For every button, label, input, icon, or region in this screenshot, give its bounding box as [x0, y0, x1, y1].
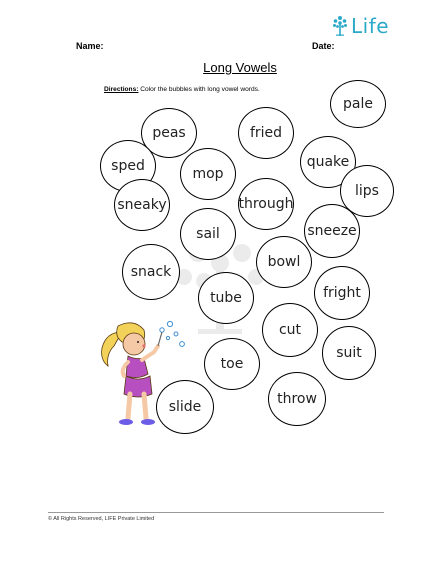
tree-icon: [332, 15, 348, 37]
bubble-slide[interactable]: slide: [156, 380, 214, 434]
date-label: Date:: [312, 41, 335, 51]
bubble-through[interactable]: through: [238, 178, 294, 230]
bubble-mop[interactable]: mop: [180, 148, 236, 200]
bubble-throw[interactable]: throw: [268, 372, 326, 426]
bubble-tube[interactable]: tube: [198, 272, 254, 324]
girl-blowing-bubbles-illustration: [92, 314, 188, 434]
directions-label: Directions:: [104, 86, 139, 93]
bubble-bowl[interactable]: bowl: [256, 236, 312, 288]
bubble-pale[interactable]: pale: [330, 80, 386, 128]
worksheet-title: Long Vowels: [203, 60, 277, 75]
bubble-lips[interactable]: lips: [340, 165, 394, 217]
logo-text: Life: [351, 14, 390, 38]
life-logo: [332, 14, 389, 38]
bubble-snack[interactable]: snack: [122, 244, 180, 300]
directions-text: Color the bubbles with long vowel words.: [138, 86, 260, 93]
directions: [104, 86, 260, 93]
bubble-sail[interactable]: sail: [180, 208, 236, 260]
bubble-fried[interactable]: fried: [238, 107, 294, 159]
bubble-sneeze[interactable]: sneeze: [304, 204, 360, 258]
bubble-toe[interactable]: toe: [204, 338, 260, 390]
bubble-sneaky[interactable]: sneaky: [114, 179, 170, 231]
copyright-footer: © All Rights Reserved, LIFE Private Limited: [48, 516, 155, 522]
bubble-sped[interactable]: sped: [100, 140, 156, 192]
bubble-quake[interactable]: quake: [300, 136, 356, 188]
name-label: Name:: [76, 41, 104, 51]
bubble-cut[interactable]: cut: [262, 303, 318, 357]
footer-divider: [48, 512, 384, 513]
bubble-fright[interactable]: fright: [314, 266, 370, 320]
bubble-suit[interactable]: suit: [322, 326, 376, 380]
bubble-peas[interactable]: peas: [141, 108, 197, 158]
